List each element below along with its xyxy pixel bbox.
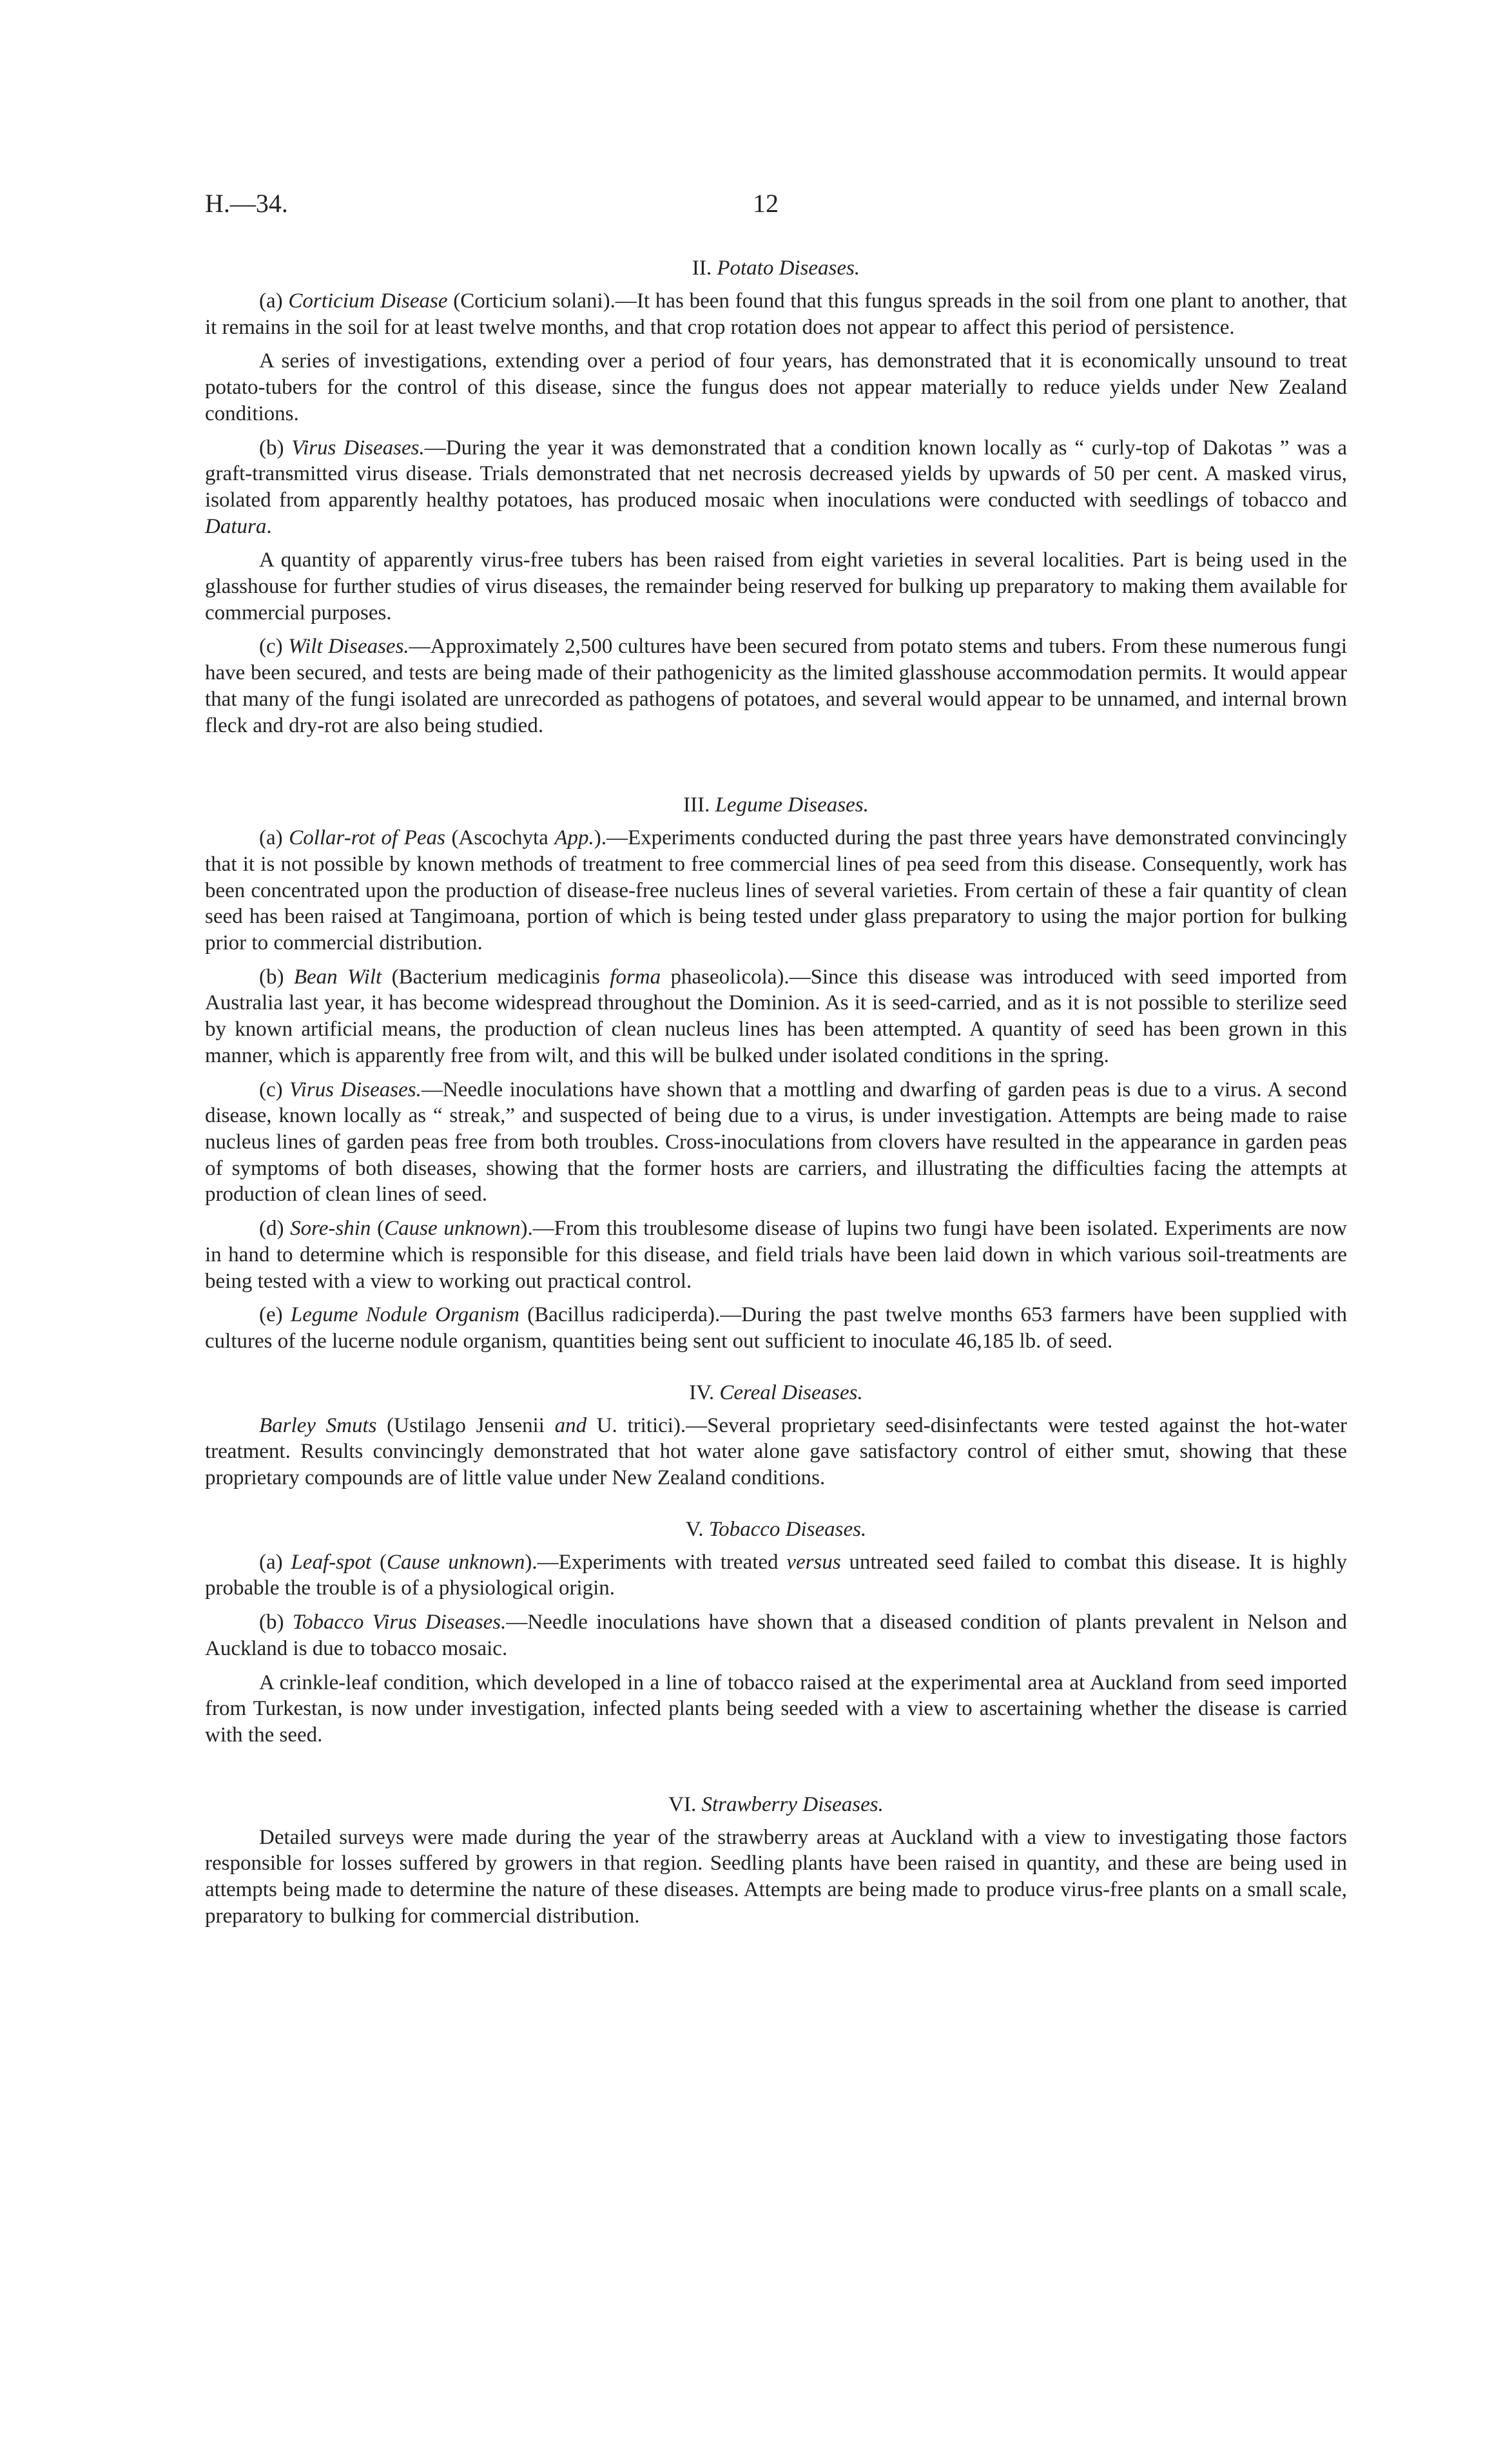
paragraph-term: Bean Wilt [293,965,382,989]
section-heading [205,1791,1347,1818]
section-heading [205,255,1347,282]
paragraph: A series of investigations, extending over a period of four years, has demonstrated that it is economically unsound to treat potato-tubers for the control of this disease, since the fungus does not appear materially to reduce yields under New Zealand conditions. [205,349,1347,425]
section-numeral: IV. [689,1381,715,1404]
paragraph-term: Wilt Diseases. [288,635,409,659]
paragraph: (c) Virus Diseases.—Needle inoculations have shown that a mottling and dwarfing of garden peas is due to a virus. A second disease, known locally as “ streak,” and suspected of being due to a virus, is under investigation. Attempts are being made to raise nucleus lines of garden peas free from both troubles. Cross-inoculations from clovers have resulted in the appearance in garden peas of symptoms of both diseases, showing that the former hosts are carriers, and illustrating the difficulties facing the attempts at production of clean lines of seed. [205,1078,1347,1206]
paragraph-term: Virus Diseases. [291,436,425,460]
paragraph: (a) Leaf-spot (Cause unknown).—Experiments with treated versus untreated seed failed to combat this disease. It is highly probable the trouble is of a physiological origin. [205,1550,1347,1600]
paragraph: (d) Sore-shin (Cause unknown).—From this troublesome disease of lupins two fungi have been isolated. Experiments are now in hand to determine which is responsible for this disease, and field trials have been laid down in which various soil-treatments are being tested with a view to working out practical control. [205,1217,1347,1293]
paragraph: (b) Tobacco Virus Diseases.—Needle inoculations have shown that a diseased condition of plants prevalent in Nelson and Auckland is due to tobacco mosaic. [205,1611,1347,1660]
section-potato-diseases [205,255,1347,739]
section-title: Legume Diseases. [715,793,869,817]
section-numeral: III. [683,793,710,817]
section-title: Cereal Diseases. [719,1381,863,1404]
paragraph: Detailed surveys were made during the year of the strawberry areas at Auckland with a view to investigating those factors responsible for losses suffered by growers in that region. Seedling plants have been raised in quantity, and these are being used in attempts being made to determine the nature of these diseases. Attempts are being made to produce virus-free plants on a small scale, preparatory to bulking for commercial distribution. [205,1825,1347,1928]
document-reference: H.—34. [205,189,288,218]
paragraph-term: Corticium Disease [288,289,448,313]
page-header [205,188,1347,227]
paragraph: (b) Virus Diseases.—During the year it was demonstrated that a condition known locally as “ curly-top of Dakotas ” was a graft-transmitted virus disease. Trials demonstrated that net necrosis decreased yields by upwards of 50 per cent. A masked virus, isolated from apparently healthy potatoes, has produced mosaic when inoculations were conducted with seedlings of tobacco and Datura. [205,436,1347,538]
section-title: Strawberry Diseases. [701,1792,884,1816]
paragraph: (a) Collar-rot of Peas (Ascochyta App.).—Experiments conducted during the past three years have demonstrated convincingly that it is not possible by known methods of treatment to free commercial lines of pea seed from this disease. Consequently, work has been concentrated upon the production of disease-free nucleus lines of several varieties. From certain of these a fair quantity of clean seed has been raised at Tangimoana, portion of which is being tested under glass preparatory to using the major portion for bulking prior to commercial distribution. [205,826,1347,955]
page-number: 12 [753,189,779,218]
section-title: Tobacco Diseases. [708,1517,867,1541]
paragraph: (a) Corticium Disease (Corticium solani).—It has been found that this fungus spreads in the soil from one plant to another, that it remains in the soil for at least twelve months, and that crop rotation does not appear to affect this period of persistence. [205,289,1347,339]
section-numeral: II. [692,257,712,280]
paragraph: (b) Bean Wilt (Bacterium medicaginis forma phaseolicola).—Since this disease was introduced with seed imported from Australia last year, it has become widespread throughout the Dominion. As it is seed-carried, and as it is not possible to sterilize seed by known artificial means, the production of clean nucleus lines has been attempted. A quantity of seed has been grown in this manner, which is apparently free from wilt, and this will be bulked under isolated conditions in the spring. [205,965,1347,1067]
paragraph-term: Virus Diseases. [289,1078,422,1101]
section-heading [205,791,1347,819]
paragraph-term: Collar-rot of Peas [289,826,445,850]
section-tobacco-diseases [205,1516,1347,1749]
section-numeral: VI. [668,1792,697,1816]
paragraph-term: Barley Smuts [259,1413,377,1437]
section-heading [205,1379,1347,1406]
paragraph-term: Legume Nodule Organism [290,1303,519,1327]
paragraph-term: Sore-shin [290,1217,371,1241]
section-title: Potato Diseases. [717,257,860,280]
paragraph: A crinkle-leaf condition, which developed in a line of tobacco raised at the experimental area at Auckland from seed imported from Turkestan, is now under investigation, infected plants being seeded with a view to ascertaining whether the disease is carried with the seed. [205,1671,1347,1747]
paragraph-term: Leaf-spot [291,1550,372,1574]
paragraph: (c) Wilt Diseases.—Approximately 2,500 cultures have been secured from potato stems and tubers. From these numerous fungi have been secured, and tests are being made of their pathogenicity as the limited glasshouse accommodation permits. It would appear that many of the fungi isolated are unrecorded as pathogens of potatoes, and several would appear to be unnamed, and internal brown fleck and dry-rot are also being studied. [205,635,1347,737]
paragraph: Barley Smuts (Ustilago Jensenii and U. tritici).—Several proprietary seed-disinfectants were tested against the hot-water treatment. Results convincingly demonstrated that hot water alone gave satisfactory control of either smut, showing that these proprietary compounds are of little value under New Zealand conditions. [205,1413,1347,1490]
section-strawberry-diseases [205,1791,1347,1930]
section-legume-diseases [205,791,1347,1354]
section-cereal-diseases [205,1379,1347,1491]
paragraph: A quantity of apparently virus-free tubers has been raised from eight varieties in several localities. Part is being used in the glasshouse for further studies of virus diseases, the remainder being reserved for bulking up preparatory to making them available for commercial purposes. [205,548,1347,625]
section-heading [205,1516,1347,1543]
section-numeral: V. [685,1517,704,1541]
paragraph: (e) Legume Nodule Organism (Bacillus radiciperda).—During the past twelve months 653 farmers have been supplied with cultures of the lucerne nodule organism, quantities being sent out sufficient to inoculate 46,185 lb. of seed. [205,1303,1347,1353]
paragraph-term: Tobacco Virus Diseases. [292,1611,507,1634]
document-body [205,255,1347,1937]
